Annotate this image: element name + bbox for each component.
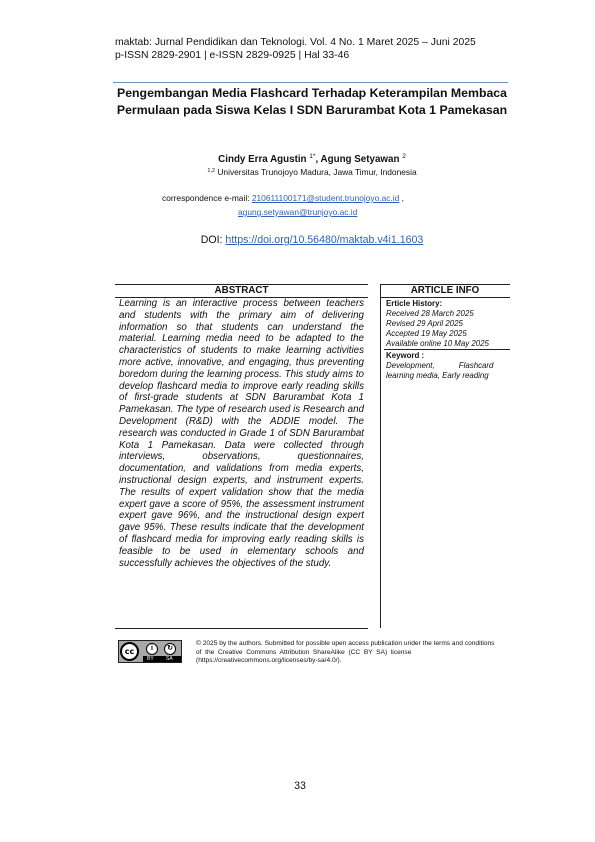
correspondence-line-1 (162, 193, 404, 203)
doi-link[interactable]: https://doi.org/10.56480/maktab.v4i1.1603 (225, 234, 424, 246)
article-info-heading-rule (380, 297, 510, 298)
author-2-sup: 2 (402, 153, 406, 160)
cc-by-sa-badge[interactable] (118, 640, 182, 663)
author-1: Cindy Erra Agustin (218, 154, 307, 165)
author-2: Agung Setyawan (320, 154, 400, 165)
license-line-2: of the Creative Commons Attribution ShareAlike (CC BY SA) license (196, 648, 412, 656)
keywords-line-1: Development, Flashcard (386, 361, 494, 370)
author-separator: , (315, 154, 321, 165)
attribution-icon: i (146, 643, 158, 655)
badge-strip (143, 656, 181, 662)
keywords-line-2: learning media, Early reading (386, 371, 489, 380)
article-info-heading: ARTICLE INFO (410, 285, 480, 296)
correspondence-sep: , (399, 193, 404, 203)
journal-header-line: maktab: Jurnal Pendidikan dan Teknologi. Vol. 4 No. 1 Maret 2025 – Juni 2025 (115, 37, 476, 48)
affiliation (112, 167, 512, 177)
article-info-divider (380, 284, 381, 628)
abstract-body: Learning is an interactive process between teachers and students with the primary aim of delivering information so that students can understand the material. Learning media need to be adapted to the characteristics of students to make learning activities more active, innovative, and engaging, thus preventing boredom during the learning process. This study aims to develop flashcard media to improve early reading skills of first-grade students at SDN Barurambat Kota 1 Pamekasan. The type of research used is Research and Development (R&D) with the ADDIE model. The research was conducted in Grade 1 of SDN Barurambat Kota 1 Pamekasan. Data were collected through interviews, observations, questionnaires, documentation, and validations from media experts, instructional design experts, and instrument experts. The results of expert validation show that the media expert gave a score of 95%, the assessment instrument expert gave 96%, and the instructional design expert gave 95%. These results indicate that the development of flashcard media for improving early reading skills is feasible to be used in elementary schools and successfully achieves the objectives of the study. (119, 298, 364, 569)
accepted-date: Accepted 19 May 2025 (386, 329, 467, 338)
page-number: 33 (294, 780, 306, 792)
abstract-heading: ABSTRACT (214, 285, 269, 296)
doi-label: DOI: (200, 234, 226, 246)
license-line-1: © 2025 by the authors. Submitted for possible open access publication under the terms and conditions (196, 640, 495, 647)
header-rule (113, 82, 508, 83)
email-link-1[interactable]: 210611100171@student.trunojoyo.ac.id (251, 193, 400, 203)
history-rule (384, 349, 510, 350)
badge-by-label: BY (147, 656, 154, 662)
revised-date: Revised 29 April 2025 (386, 319, 463, 328)
affiliation-sup: 1,2 (207, 168, 216, 174)
issn-line: p-ISSN 2829-2901 | e-ISSN 2829-0925 | Hal 33-46 (115, 50, 350, 61)
email-link-2[interactable]: agung.setyawan@trunjoyo.ac.id (238, 207, 358, 217)
paper-title: Pengembangan Media Flashcard Terhadap Keterampilan Membaca Permulaan pada Siswa Kelas I SDN Barurambat Kota 1 Pamekasan (116, 86, 508, 117)
affiliation-text: Universitas Trunojoyo Madura, Jawa Timur, Indonesia (217, 167, 417, 177)
authors (112, 153, 512, 165)
share-alike-icon: ↻ (164, 643, 176, 655)
received-date: Received 28 March 2025 (386, 309, 474, 318)
author-1-sup: 1* (309, 153, 316, 160)
doi-line (112, 234, 512, 246)
correspondence-line-2 (238, 207, 357, 217)
license-line-3: (https://creativecommons.org/licenses/by-sa/4.0/). (196, 657, 342, 665)
article-history-label: Erticle History: (386, 299, 443, 308)
abstract-bottom-rule (115, 628, 368, 629)
available-online-date: Available online 10 May 2025 (386, 339, 489, 348)
cc-icon: cc (120, 642, 139, 661)
keyword-label: Keyword : (386, 351, 425, 360)
license-text (196, 640, 517, 666)
correspondence-label: correspondence e-mail: (162, 193, 252, 203)
badge-sa-label: SA (166, 656, 173, 662)
